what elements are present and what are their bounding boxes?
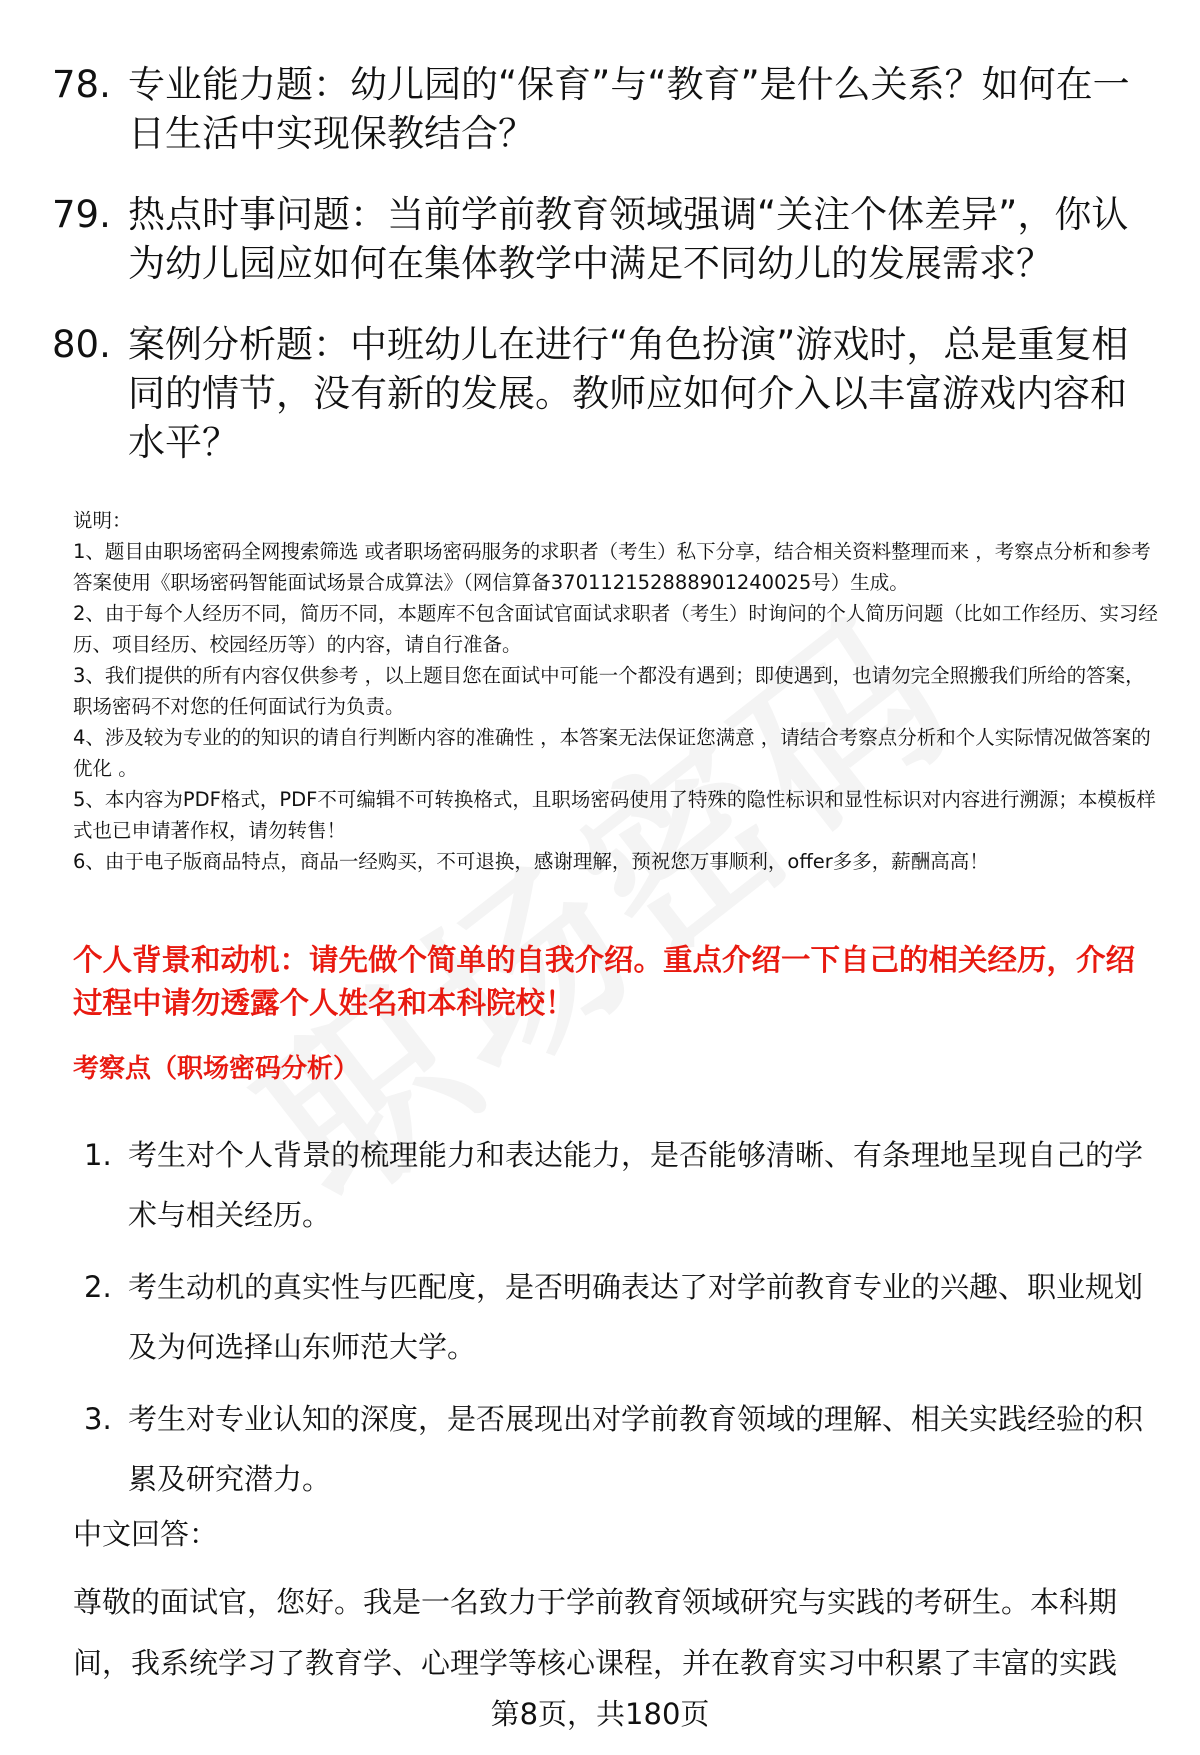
- page-footer: 第8页，共180页: [490, 1697, 710, 1731]
- point-number: 1.: [84, 1138, 112, 1172]
- question-item: [52, 320, 1142, 467]
- point-number: 3.: [84, 1402, 112, 1436]
- analysis-heading: 考察点（职场密码分析）: [73, 1054, 360, 1084]
- question-text: 热点时事问题：当前学前教育领域强调“关注个体差异”，你认为幼儿园应如何在集体教学中满足不同幼儿的发展需求？: [128, 193, 1129, 285]
- analysis-point: [84, 1257, 1154, 1377]
- analysis-point: [84, 1389, 1154, 1509]
- note-item: 6、由于电子版商品特点，商品一经购买，不可退换，感谢理解，预祝您万事顺利，offer多多，薪酬高高！: [73, 850, 989, 873]
- point-number: 2.: [84, 1270, 112, 1304]
- question-item: [52, 190, 1142, 288]
- note-item: 5、本内容为PDF格式，PDF不可编辑不可转换格式，且职场密码使用了特殊的隐性标识和显性标识对内容进行溯源；本模板样式也已申请著作权，请勿转售！: [73, 788, 1156, 842]
- note-item: 1、题目由职场密码全网搜索筛选 或者职场密码服务的求职者（考生）私下分享，结合相关资料整理而来 ，考察点分析和参考答案使用《职场密码智能面试场景合成算法》（网信算备370112152888901240025号）生成。: [73, 540, 1151, 594]
- point-text: 考生对个人背景的梳理能力和表达能力，是否能够清晰、有条理地呈现自己的学术与相关经历。: [128, 1138, 1144, 1232]
- question-number: 80.: [52, 323, 111, 366]
- analysis-point: [84, 1125, 1154, 1245]
- question-item: [52, 60, 1142, 158]
- answer-text: 尊敬的面试官，您好。我是一名致力于学前教育领域研究与实践的考研生。本科期间，我系统学习了教育学、心理学等核心课程，并在教育实习中积累了丰富的实践: [73, 1585, 1118, 1680]
- analysis-points: [84, 1125, 1154, 1521]
- question-number: 78.: [52, 63, 111, 106]
- notes-block: [73, 505, 1158, 877]
- question-text: 专业能力题：幼儿园的“保育”与“教育”是什么关系？如何在一日生活中实现保教结合？: [128, 63, 1130, 155]
- answer-label: 中文回答：: [73, 1517, 219, 1551]
- note-item: 4、涉及较为专业的的知识的请自行判断内容的准确性 ，本答案无法保证您满意 ，请结合考察点分析和个人实际情况做答案的优化 。: [73, 726, 1151, 780]
- question-text: 案例分析题：中班幼儿在进行“角色扮演”游戏时，总是重复相同的情节，没有新的发展。教师应如何介入以丰富游戏内容和水平？: [128, 323, 1129, 464]
- point-text: 考生对专业认知的深度，是否展现出对学前教育领域的理解、相关实践经验的积累及研究潜力。: [128, 1402, 1144, 1496]
- note-item: 2、由于每个人经历不同，简历不同，本题库不包含面试官面试求职者（考生）时询问的个人简历问题（比如工作经历、实习经历、项目经历、校园经历等）的内容，请自行准备。: [73, 602, 1158, 656]
- question-list: [52, 60, 1142, 499]
- notes-title: 说明：: [73, 509, 132, 532]
- interview-question-heading: 个人背景和动机：请先做个简单的自我介绍。重点介绍一下自己的相关经历，介绍过程中请勿透露个人姓名和本科院校！: [73, 943, 1136, 1020]
- note-item: 3、我们提供的所有内容仅供参考 ，以上题目您在面试中可能一个都没有遇到；即使遇到，也请勿完全照搬我们所给的答案，职场密码不对您的任何面试行为负责。: [73, 664, 1145, 718]
- question-number: 79.: [52, 193, 111, 236]
- point-text: 考生动机的真实性与匹配度，是否明确表达了对学前教育专业的兴趣、职业规划及为何选择山东师范大学。: [128, 1270, 1144, 1364]
